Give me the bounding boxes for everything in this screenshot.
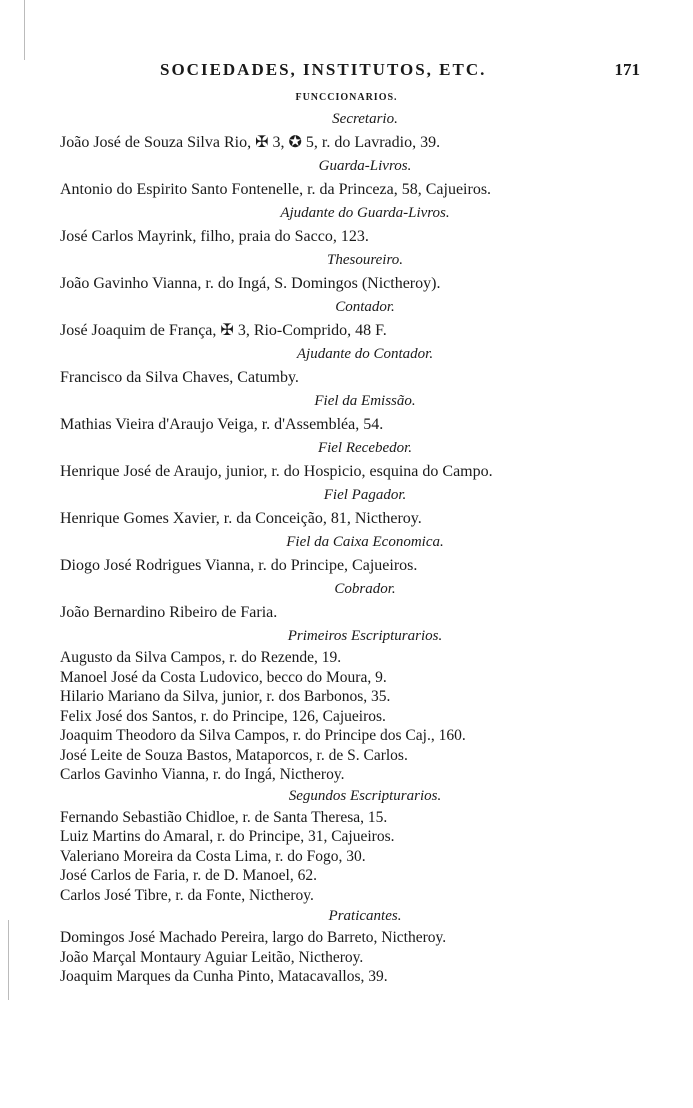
list-item: Hilario Mariano da Silva, junior, r. dos Barbonos, 35. — [60, 688, 391, 705]
list-item: Domingos José Machado Pereira, largo do Barreto, Nictheroy. — [60, 929, 447, 946]
role-heading: Fiel Recebedor. — [317, 440, 413, 456]
list-item: Carlos Gavinho Vianna, r. do Ingá, Nictheroy. — [60, 766, 345, 783]
list-item: Joaquim Marques da Cunha Pinto, Matacavallos, 39. — [60, 968, 388, 985]
list-item: Manoel José da Costa Ludovico, becco do Moura, 9. — [60, 668, 387, 686]
list-item: Henrique José de Araujo, junior, r. do Hospicio, esquina do Campo. — [60, 463, 493, 480]
list-item: Augusto da Silva Campos, r. do Rezende, 19. — [60, 649, 342, 666]
running-header — [60, 60, 640, 84]
list-item: Luiz Martins do Amaral, r. do Principe, 31, Cajueiros. — [60, 828, 395, 845]
role-heading: Fiel da Emissão. — [314, 393, 416, 409]
list-item: João Marçal Montaury Aguiar Leitão, Nictheroy. — [60, 948, 364, 966]
list-item: João José de Souza Silva Rio, ✠ 3, ✪ 5, r. do Lavradio, 39. — [60, 134, 441, 151]
list-item: João Gavinho Vianna, r. do Ingá, S. Domingos (Nictheroy). — [60, 275, 441, 292]
role-heading: Thesoureiro. — [327, 252, 403, 268]
list-item: José Leite de Souza Bastos, Mataporcos, r. de S. Carlos. — [60, 746, 408, 764]
list-item: Fernando Sebastião Chidloe, r. de Santa Theresa, 15. — [60, 808, 388, 826]
list-item: Diogo José Rodrigues Vianna, r. do Principe, Cajueiros. — [60, 557, 418, 574]
role-heading: Secretario. — [332, 111, 398, 127]
role-heading: Fiel da Caixa Economica. — [286, 534, 444, 550]
list-item: José Joaquim de França, ✠ 3, Rio-Comprido, 48 F. — [60, 322, 387, 339]
list-item: Carlos José Tibre, r. da Fonte, Nictheroy. — [60, 886, 314, 904]
list-item: Felix José dos Santos, r. do Principe, 126, Cajueiros. — [60, 707, 386, 725]
role-heading: Praticantes. — [328, 908, 402, 924]
list-item: Henrique Gomes Xavier, r. da Conceição, 81, Nictheroy. — [60, 510, 422, 527]
list-item: João Bernardino Ribeiro de Faria. — [60, 604, 278, 621]
role-heading: Primeiros Escripturarios. — [287, 628, 443, 644]
staff-list — [60, 108, 640, 987]
scan-artifact — [24, 0, 25, 60]
section-title: FUNCCIONARIOS. — [295, 92, 398, 103]
list-item: Valeriano Moreira da Costa Lima, r. do Fogo, 30. — [60, 847, 366, 865]
list-item: José Carlos de Faria, r. de D. Manoel, 62. — [60, 867, 317, 884]
role-heading: Ajudante do Guarda-Livros. — [280, 205, 450, 221]
role-heading: Fiel Pagador. — [323, 487, 407, 503]
list-item: Mathias Vieira d'Araujo Veiga, r. d'Assembléa, 54. — [60, 416, 384, 433]
list-item: José Carlos Mayrink, filho, praia do Sacco, 123. — [60, 228, 369, 245]
role-heading: Cobrador. — [334, 581, 396, 597]
role-heading: Ajudante do Contador. — [296, 346, 434, 362]
list-item: Francisco da Silva Chaves, Catumby. — [60, 369, 299, 386]
scan-artifact — [8, 920, 9, 1000]
page-number: 171 — [614, 60, 640, 79]
role-heading: Contador. — [335, 299, 395, 315]
role-heading: Segundos Escripturarios. — [288, 787, 442, 804]
header-title: SOCIEDADES, INSTITUTOS, ETC. — [160, 60, 487, 79]
role-heading: Guarda-Livros. — [318, 158, 412, 174]
list-item: Antonio do Espirito Santo Fontenelle, r. da Princeza, 58, Cajueiros. — [60, 181, 492, 198]
list-item: Joaquim Theodoro da Silva Campos, r. do Principe dos Caj., 160. — [60, 727, 466, 744]
